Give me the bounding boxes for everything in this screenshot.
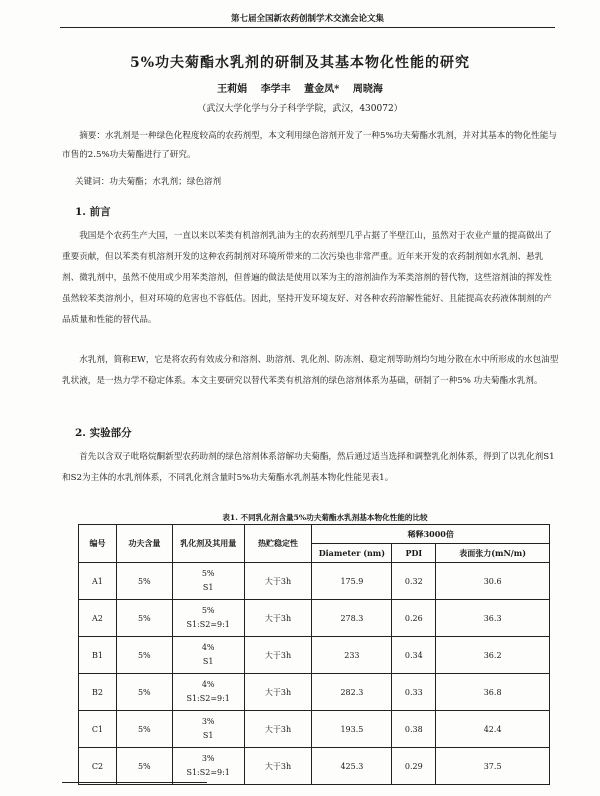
table-cell: 0.38: [392, 711, 436, 748]
table-cell: 278.3: [312, 600, 392, 637]
table-row: [79, 711, 550, 748]
table-cell: 0.32: [392, 563, 436, 600]
header-cell: 乳化剂及其用量: [172, 525, 244, 563]
footnote-divider: [62, 782, 207, 783]
intro-paragraph-2: 水乳剂，简称EW，它是将农药有效成分和溶剂、助溶剂、乳化剂、防冻剂、稳定剂等助剂均匀地分散在水中所形成的水包油型乳状液，是一热力学不稳定体系。本文主要研究以替代苯类有机溶剂的绿色溶剂体系为基础，研制了一种5% 功夫菊酯水乳剂。: [62, 355, 559, 386]
table-cell: [172, 748, 244, 785]
table-row: [79, 748, 550, 785]
section-heading-experiment: 2. 实验部分: [75, 427, 132, 439]
table-cell: 36.2: [436, 637, 550, 674]
table-cell: A1: [79, 563, 117, 600]
table-cell: 175.9: [312, 563, 392, 600]
header-cell: 功夫含量: [116, 525, 172, 563]
table-cell: 5%: [116, 637, 172, 674]
abstract: [62, 127, 560, 165]
emulsifier-dose: 5%: [201, 606, 215, 615]
table-cell: 0.34: [392, 637, 436, 674]
abstract-label: 摘要：: [79, 131, 105, 141]
table-cell: 5%: [116, 748, 172, 785]
emulsifier-type: S1:S2=9:1: [186, 768, 230, 777]
experiment-paragraph-1: 首先以含双子吡咯烷酮新型农药助剂的绿色溶剂体系溶解功夫菊酯，然后通过适当选择和调整乳化剂体系，得到了以乳化剂S1和S2为主体的水乳剂体系，不同乳化剂含量时5%功夫菊酯水乳剂基本物化性能见表1。: [62, 452, 555, 483]
emulsifier-type: S1: [202, 583, 214, 592]
emulsifier-type: S1: [202, 731, 214, 740]
header-group-cell: 稀释3000倍: [312, 525, 550, 544]
author-list: 王莉娟 李学丰 董金凤* 周晓海: [217, 84, 383, 95]
table-cell: 5%: [116, 600, 172, 637]
header-cell: Diameter (nm): [312, 544, 392, 563]
emulsifier-type: S1: [202, 657, 214, 666]
table-cell: A2: [79, 600, 117, 637]
header-cell: 热贮稳定性: [244, 525, 312, 563]
table-cell: 5%: [116, 711, 172, 748]
intro-paragraph-1: 我国是个农药生产大国，一直以来以苯类有机溶剂乳油为主的农药剂型几乎占据了半壁江山，虽然对于农业产量的提高做出了重要贡献，但以苯类有机溶剂开发的这种农药制剂对环境所带来的二次污染也非常严重。近年来开发的农药制剂如水乳剂、悬乳剂、微乳剂中，虽然不使用或少用苯类溶剂，但普遍的做法是使用以苯为主的溶剂油作为苯类溶剂的替代物，这些溶剂油的挥发性虽然较苯类溶剂小，但对环境的危害也不容低估。因此，坚持开发环境友好、对各种农药溶解性能好、且能提高农药液体制剂的产品质量和性能的替代品。: [62, 231, 552, 325]
table-cell: 36.3: [436, 600, 550, 637]
data-table: [78, 524, 550, 785]
table-caption: 表1. 不同乳化剂含量5%功夫菊酯水乳剂基本物化性能的比较: [222, 513, 428, 522]
table-cell: [172, 563, 244, 600]
abstract-text: 水乳剂是一种绿色化程度较高的农药剂型，本文利用绿色溶剂开发了一种5%功夫菊酯水乳剂，并对其基本的物化性能与市售的2.5%功夫菊酯进行了研究。: [62, 131, 557, 160]
table-cell: 5%: [116, 674, 172, 711]
table-cell: 0.26: [392, 600, 436, 637]
table-cell: 0.29: [392, 748, 436, 785]
keywords-label: 关键词：: [75, 177, 110, 187]
running-header: 第七届全国新农药创制学术交流会论文集: [60, 12, 555, 28]
table-cell: 5%: [116, 563, 172, 600]
table-cell: B2: [79, 674, 117, 711]
table-cell: B1: [79, 637, 117, 674]
table-cell: C1: [79, 711, 117, 748]
table-cell: [172, 600, 244, 637]
table-cell: 30.6: [436, 563, 550, 600]
table-cell: 36.8: [436, 674, 550, 711]
keywords-text: 功夫菊酯；水乳剂；绿色溶剂: [109, 177, 222, 187]
header-cell: 表面张力(mN/m): [436, 544, 550, 563]
table-cell: 0.33: [392, 674, 436, 711]
table-cell: 大于3h: [244, 563, 312, 600]
table-row: [79, 674, 550, 711]
table-cell: 37.5: [436, 748, 550, 785]
table-cell: 大于3h: [244, 748, 312, 785]
paper-title: 5%功夫菊酯水乳剂的研制及其基本物化性能的研究: [129, 55, 471, 71]
emulsifier-dose: 4%: [201, 643, 215, 652]
table-cell: [172, 674, 244, 711]
table-cell: 大于3h: [244, 711, 312, 748]
table-row: [79, 637, 550, 674]
affiliation: （武汉大学化学与分子科学学院，武汉，430072）: [197, 104, 403, 114]
emulsifier-dose: 3%: [201, 717, 215, 726]
emulsifier-type: S1:S2=9:1: [186, 694, 230, 703]
header-cell: PDI: [392, 544, 436, 563]
emulsifier-dose: 3%: [201, 754, 215, 763]
table-row: [79, 600, 550, 637]
table-row: [79, 563, 550, 600]
emulsifier-type: S1:S2=9:1: [186, 620, 230, 629]
table-cell: C2: [79, 748, 117, 785]
table-cell: 大于3h: [244, 600, 312, 637]
table-cell: 193.5: [312, 711, 392, 748]
table-cell: [172, 637, 244, 674]
emulsifier-dose: 5%: [201, 569, 215, 578]
section-heading-intro: 1. 前言: [75, 206, 111, 218]
header-cell: 编号: [79, 525, 117, 563]
table-cell: 282.3: [312, 674, 392, 711]
table-cell: 大于3h: [244, 637, 312, 674]
table-cell: 大于3h: [244, 674, 312, 711]
table-cell: 425.3: [312, 748, 392, 785]
emulsifier-dose: 4%: [201, 680, 215, 689]
table-cell: 42.4: [436, 711, 550, 748]
table-cell: [172, 711, 244, 748]
keywords: [75, 175, 221, 187]
table-cell: 233: [312, 637, 392, 674]
